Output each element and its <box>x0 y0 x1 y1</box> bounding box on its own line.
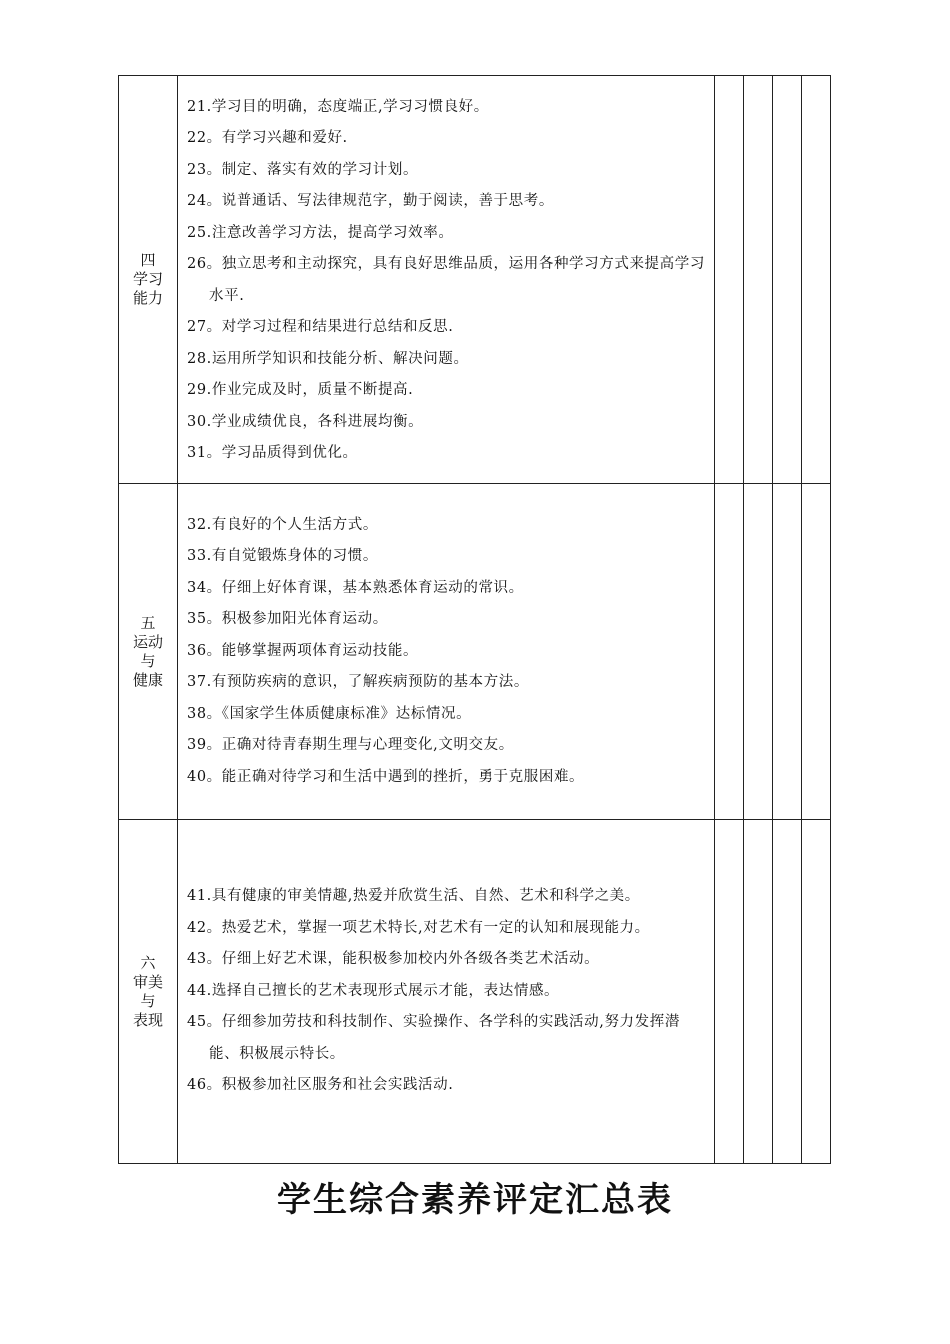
criterion-item: 35。积极参加阳光体育运动。 <box>187 611 388 628</box>
criteria-cell <box>178 76 715 484</box>
criterion-item: 30.学业成绩优良，各科进展均衡。 <box>187 413 424 430</box>
criterion-item: 22。有学习兴趣和爱好. <box>187 130 348 146</box>
category-label: 审美 <box>132 972 163 991</box>
category-cell <box>119 484 178 820</box>
category-label: 能力 <box>132 289 163 307</box>
category-label: 表现 <box>132 1010 163 1029</box>
criteria-list <box>178 90 714 470</box>
score-cell[interactable] <box>715 820 744 1164</box>
score-cell[interactable] <box>744 76 773 484</box>
criterion-item: 44.选择自己擅长的艺术表现形式展示才能，表达情感。 <box>187 982 560 999</box>
section-row-sports-health <box>119 484 831 820</box>
criterion-item: 36。能够掌握两项体育运动技能。 <box>187 642 419 659</box>
category-label: 与 <box>140 651 156 670</box>
category-label: 五 <box>140 613 156 632</box>
criterion-item: 24。说普通话、写法律规范字，勤于阅读，善于思考。 <box>187 193 554 209</box>
criterion-item: 37.有预防疾病的意识，了解疾病预防的基本方法。 <box>187 674 529 691</box>
criterion-item: 39。正确对待青春期生理与心理变化,文明交友。 <box>187 737 514 754</box>
criterion-item: 38。《国家学生体质健康标准》达标情况。 <box>187 705 472 722</box>
evaluation-table <box>118 75 831 1164</box>
criterion-item: 45。仔细参加劳技和科技制作、实验操作、各学科的实践活动,努力发挥潜能、积极展示特长。 <box>187 1014 680 1062</box>
category-label: 六 <box>140 953 156 972</box>
score-cell[interactable] <box>744 820 773 1164</box>
criterion-item: 21.学习目的明确，态度端正,学习习惯良好。 <box>187 98 489 115</box>
criteria-cell <box>178 484 715 820</box>
score-cell[interactable] <box>802 820 831 1164</box>
criteria-list <box>178 510 714 794</box>
criterion-item: 43。仔细上好艺术课，能积极参加校内外各级各类艺术活动。 <box>187 951 600 968</box>
category-cell <box>119 820 178 1164</box>
document-title: 学生综合素养评定汇总表 <box>277 1180 673 1220</box>
score-cell[interactable] <box>802 484 831 820</box>
criterion-item: 23。制定、落实有效的学习计划。 <box>187 161 419 178</box>
criteria-list <box>178 881 714 1102</box>
category-label: 学习 <box>132 270 163 288</box>
category-label: 四 <box>140 251 156 269</box>
score-cell[interactable] <box>802 76 831 484</box>
score-cell[interactable] <box>773 76 802 484</box>
criterion-item: 25.注意改善学习方法，提高学习效率。 <box>187 224 454 241</box>
category-cell <box>119 76 178 484</box>
criterion-item: 27。对学习过程和结果进行总结和反思. <box>187 319 454 335</box>
section-row-aesthetics <box>119 820 831 1164</box>
criterion-item: 33.有自觉锻炼身体的习惯。 <box>187 548 378 565</box>
category-label: 运动 <box>132 632 163 651</box>
score-cell[interactable] <box>773 484 802 820</box>
category-label: 与 <box>140 991 156 1010</box>
criterion-item: 31。学习品质得到优化。 <box>187 445 358 461</box>
criterion-item: 46。积极参加社区服务和社会实践活动. <box>187 1077 454 1094</box>
criteria-cell <box>178 820 715 1164</box>
criterion-item: 26。独立思考和主动探究，具有良好思维品质，运用各种学习方式来提高学习水平. <box>187 256 705 304</box>
score-cell[interactable] <box>744 484 773 820</box>
section-row-learning-ability <box>119 76 831 484</box>
score-cell[interactable] <box>773 820 802 1164</box>
criterion-item: 28.运用所学知识和技能分析、解决问题。 <box>187 350 469 367</box>
criterion-item: 42。热爱艺术，掌握一项艺术特长,对艺术有一定的认知和展现能力。 <box>187 919 650 936</box>
criterion-item: 32.有良好的个人生活方式。 <box>187 516 378 533</box>
criterion-item: 34。仔细上好体育课，基本熟悉体育运动的常识。 <box>187 579 524 596</box>
category-label: 健康 <box>132 670 163 689</box>
criterion-item: 40。能正确对待学习和生活中遇到的挫折，勇于克服困难。 <box>187 768 585 785</box>
score-cell[interactable] <box>715 484 744 820</box>
criterion-item: 41.具有健康的审美情趣,热爱并欣赏生活、自然、艺术和科学之美。 <box>187 888 640 905</box>
score-cell[interactable] <box>715 76 744 484</box>
criterion-item: 29.作业完成及时，质量不断提高. <box>187 382 414 398</box>
